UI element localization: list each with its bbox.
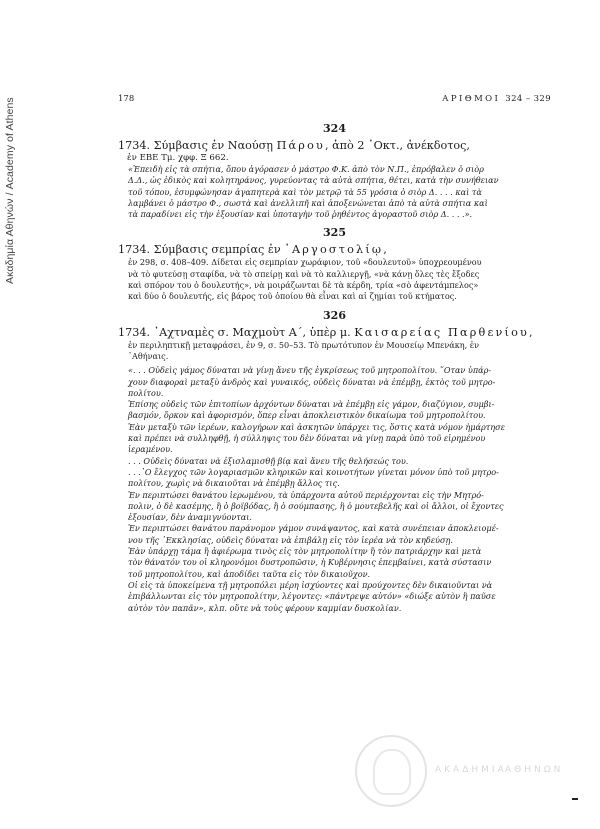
quote-line: τοῦ μητροπολίτου, καὶ ἀποδίδει ταῦτα εἰς τὸν δικαιοῦχον.: [128, 568, 371, 579]
quote-line: βασμόν, ὅρκον καὶ ἀφορισμόν, ὅπερ εἶναι ἀποκλειστικὸν δικαίωμα τοῦ μητροπολίτου.: [128, 410, 486, 421]
quote-line: ἐξουσίαν, δὲν ἀναμιγνύονται.: [128, 512, 252, 523]
title-spaced-place: ᾿Αργοστολίῳ: [284, 243, 384, 257]
title-text: 1734. Σύμβασις ἐν Ναούσῃ: [118, 139, 277, 152]
entry-body: [118, 340, 551, 363]
entry-title: [118, 139, 551, 152]
text-line: «Ἐπειδὴ εἰς τὰ σπήτια, ὅπου ἀγόρασεν ὁ μάστρο Φ.Κ. ἀπὸ τὸν Ν.Π., ἐπρόβαλεν ὁ σιὸρ: [128, 164, 484, 174]
quote-line: «. . . Οὐδεὶς γάμος δύναται νὰ γίνῃ ἄνευ τῆς ἐγκρίσεως τοῦ μητροπολίτου. ῞Οταν ὑπάρ-: [128, 365, 492, 376]
archive-watermark: Ακαδημία Αθηνών / Academy of Athens: [4, 97, 16, 284]
text-line: ἐν 298, σ. 408–409. Δίδεται εἰς σεμπρίαν χωράφιον, τοῦ «δουλευτοῦ» ὑποχρεουμένου: [128, 257, 482, 268]
academy-of-athens-logo: [355, 735, 570, 805]
quote-line: τὸν θάνατόν του οἱ κληρονόμοι δυστροπῶσιν, ἡ Κυβέρνησις ἐπεμβαίνει, κατὰ σύστασιν: [128, 557, 492, 568]
quote-line: πολιν, ὁ δὲ κασέμης, ἢ ὁ βοϊβόδας, ἢ ὁ σούμπασης, ἢ ὁ μουτεβελῆς καὶ οἱ ἄλλοι, οἱ ἔχοντες: [128, 500, 504, 511]
title-spaced-place: Καισαρείας Παρθενίου: [354, 325, 530, 339]
quote-line: Ἐν περιπτώσει θανάτου παράνομον γάμον συνάψαντος, καὶ κατὰ συνέπειαν ἀποκλειομέ-: [128, 523, 499, 534]
entry-number: 326: [323, 308, 346, 322]
logo-word-academy: ΑΚΑΔΗΜΙΑ: [435, 765, 507, 775]
text-line: καὶ σπόρον του ὁ δουλευτής», νὰ μοιράζωνται δὲ τὰ κέρδη, τρία «σὸ ἀφεντάμπελος»: [128, 280, 479, 291]
text-line: ᾿Αθήναις.: [128, 350, 169, 361]
entry-quote: [118, 365, 551, 614]
entry-body: [118, 257, 551, 302]
quote-line: ἱεραμένου.: [128, 444, 173, 455]
entry-title: [118, 243, 551, 256]
entry-title: [118, 326, 551, 339]
text-line: Δ.Δ., ὡς ἐδικὸς καὶ κολητηράνος, γυρεύοντας τὰ αὐτὰ σπήτια, θέτει, κατὰ τὴν συνήθειαν: [128, 175, 499, 186]
text-line: ἐν περιληπτικῇ μεταφράσει, ἐν 9, σ. 50–53. Τὸ πρωτότυπον ἐν Μουσείῳ Μπενάκη, ἐν: [128, 339, 480, 350]
quote-line: Οἱ εἰς τὰ ὑποκείμενα τῇ μητροπόλει μέρη ἰσχύοντες καὶ προύχοντες δὲν δικαιοῦνται νὰ: [128, 579, 493, 590]
quote-line: . . .῾Ο ἔλεγχος τῶν λογαριασμῶν κληρικῶν καὶ κοινοτήτων γίνεται μόνον ὑπὸ τοῦ μητρο-: [128, 466, 499, 477]
quote-line: Ἐπίσης οὐδεὶς τῶν ἐπιτοπίων ἀρχόντων δύναται νὰ ἐπέμβῃ εἰς γάμον, διαζύγιον, συμβι-: [128, 399, 495, 410]
title-end: ,: [383, 243, 387, 257]
title-spaced-place: Πάρου: [276, 139, 326, 152]
quote-line: χουν διαφοραὶ μεταξὺ ἀνδρὸς καὶ γυναικός, οὐδεὶς δύναται νὰ ἐπέμβῃ, ἐκτὸς τοῦ μητρο-: [128, 376, 496, 387]
running-title: [442, 94, 551, 104]
quote-line: νου τῆς ᾿Εκκλησίας, οὐδεὶς δύναται νὰ ἐπιβάλῃ εἰς τὸν ἱερέα νὰ τὸν κηδεύσῃ.: [128, 534, 453, 545]
quote-line: πολίτου.: [128, 387, 164, 398]
text-line: καὶ δύο ὁ δουλευτής, εἰς βάρος τοῦ ὁποίου θὰ εἶναι καὶ αἱ ζημίαι τοῦ κτήματος.: [128, 291, 457, 302]
quote-line: ἐπιβάλλωνται εἰς τὸν μητροπολίτην, λέγοντες: «πάντρεψε αὐτόν» «διώξε αὐτὸν ἢ παῦσε: [128, 591, 496, 602]
quote-line: Ἐὰν ὑπάρχῃ τάμα ἢ ἀφιέρωμα τινὸς εἰς τὸν μητροπολίτην ἢ τὸν πατριάρχην καὶ μετὰ: [128, 546, 482, 557]
quote-line: . . . Οὐδεὶς δύναται νὰ ἐξισλαμισθῇ βίᾳ καὶ ἄνευ τῆς θελήσεώς του.: [128, 455, 409, 466]
quote-line: πολίτου, χωρὶς νὰ δικαιοῦται νὰ ἐπέμβῃ ἄλλος τις.: [128, 478, 340, 489]
page: [118, 94, 551, 614]
running-range: 324 – 329: [505, 94, 551, 104]
title-end: , ἀπὸ 2 ᾿Οκτ., ἀνέκδοτος,: [325, 139, 470, 152]
text-line: νὰ τὸ φυτεύσῃ σταφίδα, νὰ τὸ σπείρῃ καὶ νὰ τὸ καλλιεργῇ, «νὰ κάνῃ ὅλες τὲς ἔξοδες: [128, 268, 480, 279]
academy-athena-seal-icon: [355, 735, 427, 807]
quote-line: Ἐν περιπτώσει θανάτου ἱερωμένου, τὰ ὑπάρχοντα αὐτοῦ περιέρχονται εἰς τὴν Μητρό-: [128, 489, 484, 500]
quote-line: αὐτὸν τὸν παπᾶν», κλπ. οὔτε νὰ τοὺς φέρουν καμμίαν δυσκολίαν.: [128, 602, 402, 613]
entry-body: [118, 164, 551, 220]
text-line: τοῦ τόπου, ἐσυμφώνησαν ἀγαπητερὰ καὶ τὸν μετρῷ τὰ 55 γρόσια ὁ σιὸρ Δ. . . . καὶ τὰ: [128, 186, 482, 197]
running-header: [118, 94, 551, 104]
title-text: 1734. Σύμβασις σεμπρίας ἐν: [118, 243, 285, 257]
title-end: ,: [529, 325, 533, 339]
page-mark: [572, 798, 578, 800]
entry-325: [118, 226, 551, 302]
quote-line: Ἐὰν μεταξὺ τῶν ἱερέων, καλογήρων καὶ ἀσκητῶν ὑπάρχει τις, ὅστις κατὰ νόμον ἡμάρτησε: [128, 421, 505, 432]
logo-word-athens: ΑΘΗΝΩΝ: [505, 765, 564, 775]
text-line: λαμβάνει ὁ μάστρο Φ., σωστὰ καὶ ἀνελλιπῆ καὶ ἀποξενώνεται ἀπὸ τὰ αὐτὰ σπήτια καὶ: [128, 197, 488, 208]
entry-326: [118, 309, 551, 614]
entry-number: 325: [323, 226, 346, 240]
quote-line: καὶ πρέπει νὰ συλληφθῇ, ἡ σύλληψις του δὲν δύναται νὰ γίνῃ παρὰ ὑπὸ τοῦ εἰρημένου: [128, 433, 486, 444]
text-line: τὰ παραδίνει εἰς τὴν ἐξουσίαν καὶ ὑποταγὴν τοῦ ῥηθέντος ἀγοραστοῦ σιὸρ Δ. . . .».: [128, 209, 473, 220]
entry-324: [118, 122, 551, 220]
running-title-text: ΑΡΙΘΜΟΙ: [442, 94, 501, 104]
page-number: 178: [118, 94, 135, 104]
entry-subtitle: ἐν ΕΒΕ Τμ. χφφ. Ξ 662.: [127, 153, 229, 163]
entry-number: 324: [323, 122, 346, 135]
title-text: 1734. ᾿Αχτναμὲς σ. Μαχμοὺτ Α΄, ὑπὲρ μ.: [118, 325, 355, 339]
